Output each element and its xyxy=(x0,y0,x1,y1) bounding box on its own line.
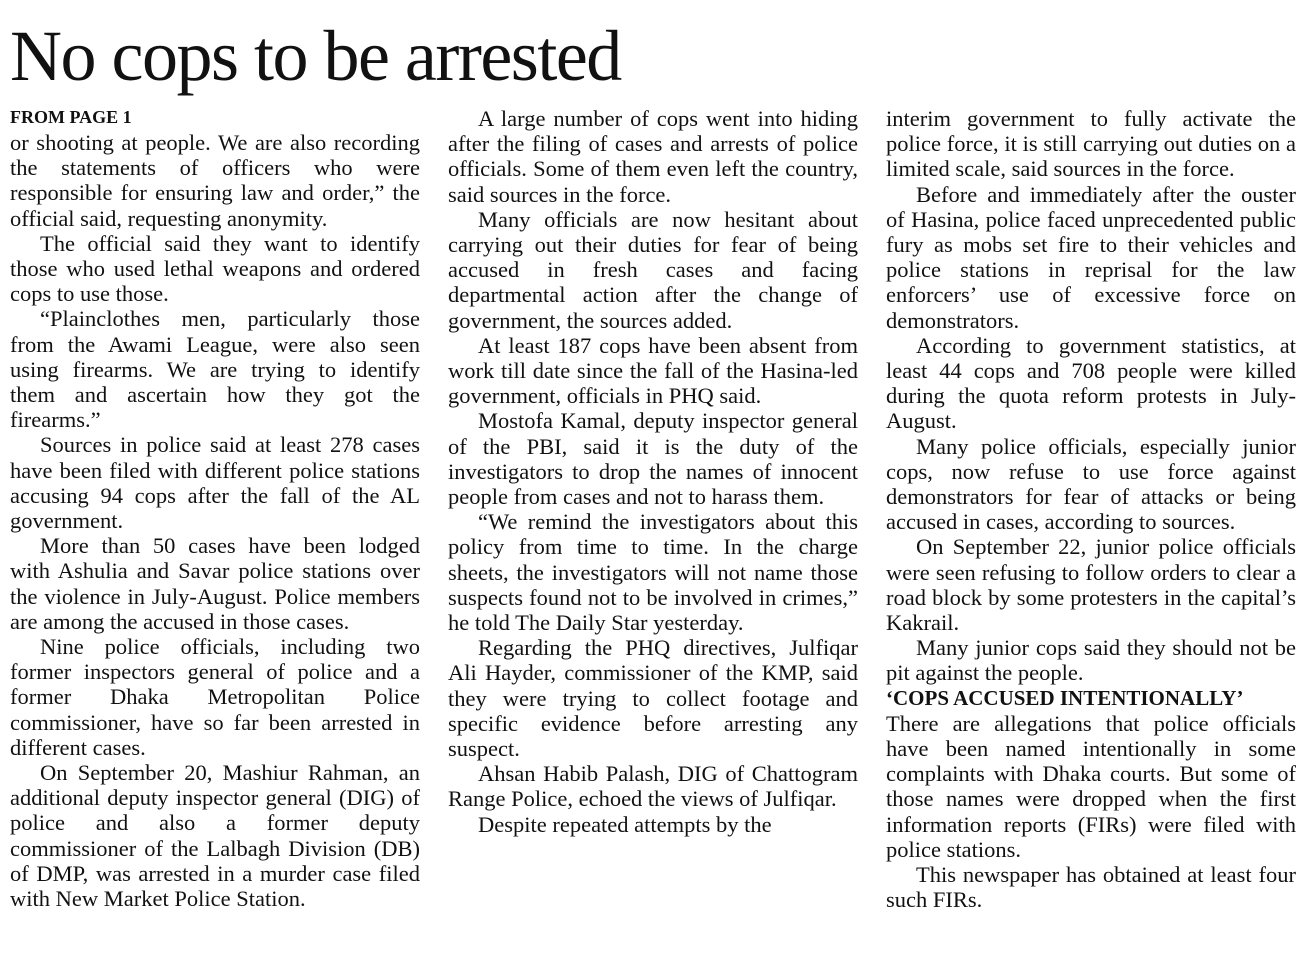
article-column-3 xyxy=(886,106,1296,913)
paragraph: Many police officials, especially junior cops, now refuse to use force against demonstrators for fear of attacks or being accused in cases, according to sources. xyxy=(886,433,1296,535)
paragraph: Many junior cops said they should not be pit against the people. xyxy=(886,635,1296,686)
paragraph: There are allegations that police officials have been named intentionally in some complaints with Dhaka courts. But some of those names were dropped when the first information reports (FIRs) were filed with police stations. xyxy=(886,710,1296,862)
paragraph: A large number of cops went into hiding after the filing of cases and arrests of police officials. Some of them even left the country, said sources in the force. xyxy=(448,106,858,207)
paragraph: interim government to fully activate the police force, it is still carrying out duties on a limited scale, said sources in the force. xyxy=(886,106,1296,182)
article-column-2 xyxy=(448,106,858,837)
paragraph: “Plainclothes men, particularly those from the Awami League, were also seen using firearms. We are trying to identify them and ascertain how they got the firearms.” xyxy=(10,306,420,433)
paragraph: or shooting at people. We are also recording the statements of officers who were responsible for ensuring law and order,” the official said, requesting anonymity. xyxy=(10,130,420,231)
paragraph: Before and immediately after the ouster of Hasina, police faced unprecedented public fury as mobs set fire to their vehicles and police stations in reprisal for the law enforcers’ use of excessive force on demonstrators. xyxy=(886,181,1296,333)
paragraph: On September 22, junior police officials were seen refusing to follow orders to clear a road block by some protesters in the capital’s Kakrail. xyxy=(886,534,1296,636)
article-column-1 xyxy=(10,106,420,911)
paragraph: This newspaper has obtained at least four such FIRs. xyxy=(886,862,1296,913)
paragraph: More than 50 cases have been lodged with Ashulia and Savar police stations over the violence in July-August. Police members are among the accused in those cases. xyxy=(10,533,420,634)
headline: No cops to be arrested xyxy=(10,16,621,96)
paragraph: Many officials are now hesitant about carrying out their duties for fear of being accused in fresh cases and facing departmental action after the change of government, the sources added. xyxy=(448,206,858,333)
section-subhead: ‘COPS ACCUSED INTENTIONALLY’ xyxy=(886,685,1244,710)
paragraph: Regarding the PHQ directives, Julfiqar Ali Hayder, commissioner of the KMP, said they were trying to collect footage and specific evidence before arresting any suspect. xyxy=(448,635,858,762)
paragraph: Despite repeated attempts by the xyxy=(478,811,772,837)
paragraph: The official said they want to identify those who used lethal weapons and ordered cops to use those. xyxy=(10,230,420,307)
paragraph: Mostofa Kamal, deputy inspector general of the PBI, said it is the duty of the investigators to drop the names of innocent people from cases and not to harass them. xyxy=(448,408,858,510)
paragraph: At least 187 cops have been absent from work till date since the fall of the Hasina-led government, officials in PHQ said. xyxy=(448,332,858,409)
paragraph: According to government statistics, at least 44 cops and 708 people were killed during the quota reform protests in July-August. xyxy=(886,332,1296,434)
paragraph: Ahsan Habib Palash, DIG of Chattogram Range Police, echoed the views of Julfiqar. xyxy=(448,761,858,812)
paragraph: On September 20, Mashiur Rahman, an additional deputy inspector general (DIG) of police and also a former deputy commissioner of the Lalbagh Division (DB) of DMP, was arrested in a murder case filed with New Market Police Station. xyxy=(10,760,420,912)
paragraph: Nine police officials, including two former inspectors general of police and a former Dhaka Metropolitan Police commissioner, have so far been arrested in different cases. xyxy=(10,634,420,760)
continued-from-label: FROM PAGE 1 xyxy=(10,107,132,127)
paragraph: “We remind the investigators about this policy from time to time. In the charge sheets, the investigators will not name those suspects found not to be involved in crimes,” he told The Daily Star yesterday. xyxy=(448,509,858,636)
paragraph: Sources in police said at least 278 cases have been filed with different police stations accusing 94 cops after the fall of the AL government. xyxy=(10,432,420,534)
